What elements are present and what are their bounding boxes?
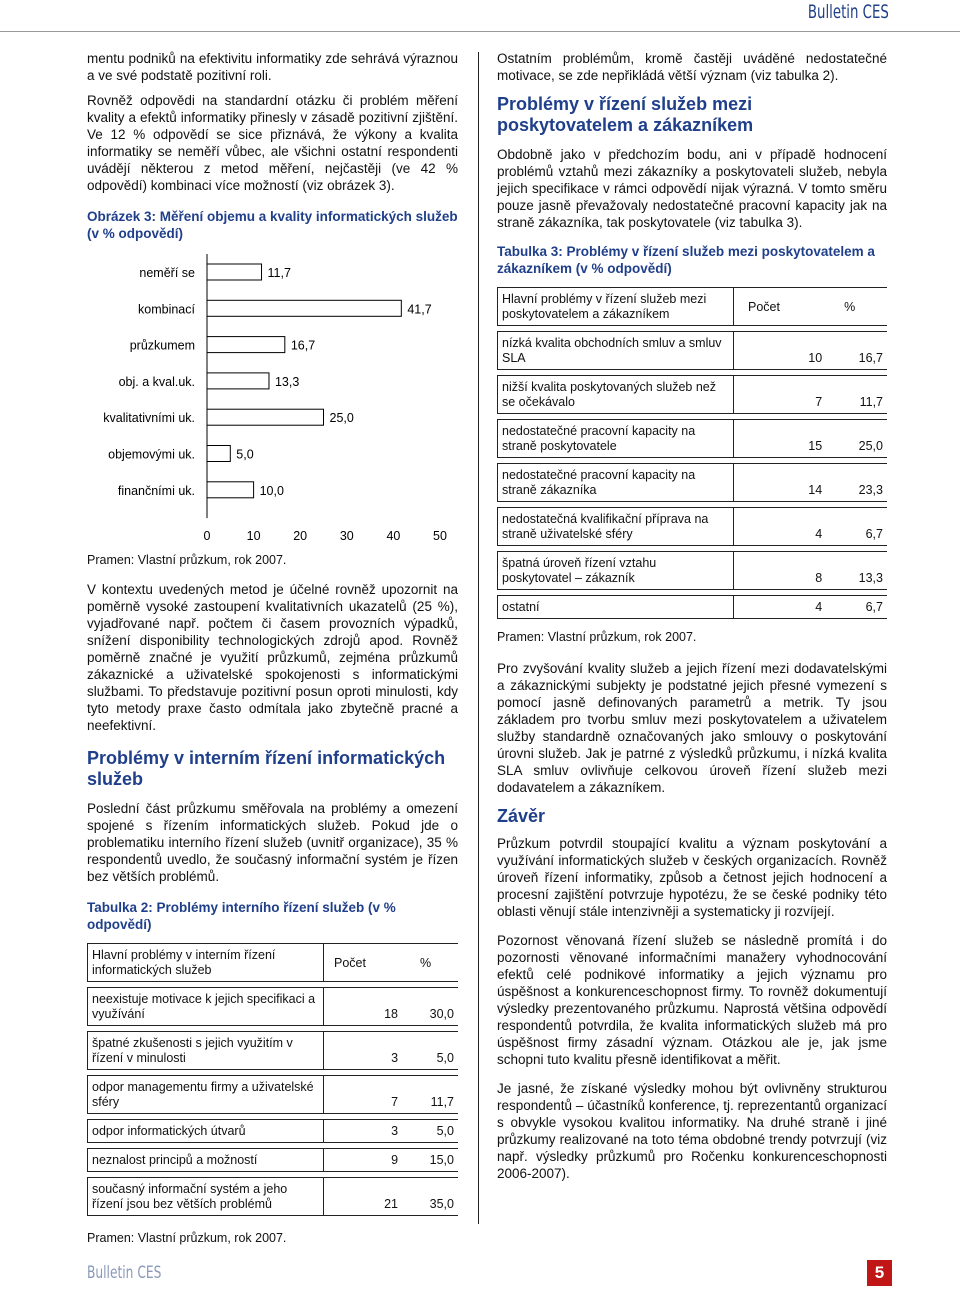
section-heading: Závěr: [497, 806, 546, 826]
chart-bar: [207, 300, 401, 316]
table-cell-percent: 16,7: [826, 332, 887, 370]
figure-caption: Obrázek 3: Měření objemu a kvality informatických služeb (v % odpovědí): [87, 209, 458, 241]
chart-x-tick-label: 0: [203, 529, 211, 544]
table-cell-label: odpor managementu firmy a uživatelské sféry: [88, 1076, 324, 1114]
chart-category-label: průzkumem: [129, 338, 195, 353]
section-heading: Problémy v řízení služeb mezi poskytovatelem a zákazníkem: [497, 94, 754, 135]
chart-data-label: 5,0: [236, 447, 254, 462]
table-cell-label: nižší kvalita poskytovaných služeb než se očekávalo: [498, 376, 734, 414]
table-header-row: [88, 944, 459, 982]
table-header-cell: Hlavní problémy v interním řízení informatických služeb: [88, 944, 324, 982]
table-header-cell: Počet: [734, 288, 827, 326]
table-cell-count: 3: [324, 1032, 403, 1070]
chart-category-label: neměří se: [139, 266, 195, 280]
table-cell-percent: 15,0: [402, 1149, 458, 1172]
page-footer: [0, 1255, 960, 1290]
chart-bar: [207, 373, 269, 389]
table-source: Pramen: Vlastní průzkum, rok 2007.: [87, 1231, 287, 1245]
table-header-cell: %: [826, 288, 887, 326]
table-cell-percent: 30,0: [402, 988, 458, 1026]
table-cell-percent: 23,3: [826, 464, 887, 502]
table-cell-label: špatné zkušenosti s jejich využitím v řízení v minulosti: [88, 1032, 324, 1070]
running-header: [0, 0, 960, 34]
table-row: [88, 1178, 459, 1216]
table-cell-percent: 11,7: [826, 376, 887, 414]
header-title: Bulletin CES: [807, 1, 889, 23]
chart-data-label: 10,0: [259, 483, 284, 498]
paragraph: Ostatním problémům, kromě častěji uváděné nedostatečné motivace, se zde nepřikládá větší význam (viz tabulka 2).: [497, 51, 887, 83]
chart-x-tick-label: 20: [293, 529, 308, 544]
table-row: [498, 552, 888, 590]
table-cell-label: špatná úroveň řízení vztahu poskytovatel – zákazník: [498, 552, 734, 590]
table-caption: Tabulka 2: Problémy interního řízení služeb (v % odpovědí): [87, 900, 396, 932]
table-cell-label: odpor informatických útvarů: [88, 1120, 324, 1143]
table-cell-label: ostatní: [498, 596, 734, 619]
table-cell-label: nedostatečné pracovní kapacity na straně zákazníka: [498, 464, 734, 502]
paragraph: Pro zvyšování kvality služeb a jejich řízení mezi dodavatelskými a zákaznickými subjekty je podstatné jejich přesné vymezení s pomocí jasně definovaných parametrů a metrik. Ty jsou základem pro tvorbu smluv mezi poskytovatelem a uživatelem služby standardně označovaných jako smlouvy o poskytování úrovni služeb. Jak je patrné z výsledků průzkumu, i nízká kvalita SLA smluv ovlivňuje celkovou úroveň řízení služeb mezi dodavatelem a zákazníkem.: [497, 661, 887, 795]
paragraph: Poslední část průzkumu směřovala na problémy a omezení spojené s řízením informatických služeb. Pokud jde o problematiku interního řízení služeb (uvnitř organizace), 35 % respondentů uvedlo, že současný informační systém je řízen bez větších problémů.: [87, 801, 458, 884]
table-cell-count: 21: [324, 1178, 403, 1216]
table-cell-percent: 11,7: [402, 1076, 458, 1114]
chart-category-label: kvalitativními uk.: [103, 411, 195, 426]
chart-bar: [207, 409, 324, 425]
table-cell-count: 7: [324, 1076, 403, 1114]
chart-data-label: 25,0: [329, 411, 354, 426]
header-rule: [0, 31, 960, 32]
bar-chart: [87, 250, 458, 550]
table-row: [498, 332, 888, 370]
table-cell-count: 8: [734, 552, 827, 590]
table-row: [498, 596, 888, 619]
table-header-cell: %: [402, 944, 458, 982]
column-divider: [478, 52, 479, 1224]
table-cell-percent: 5,0: [402, 1032, 458, 1070]
table-cell-count: 4: [734, 596, 827, 619]
table-cell-count: 14: [734, 464, 827, 502]
chart-bar: [207, 337, 285, 353]
table-cell-percent: 35,0: [402, 1178, 458, 1216]
table-cell-percent: 6,7: [826, 596, 887, 619]
table-row: [88, 1032, 459, 1070]
paragraph: Pozornost věnovaná řízení služeb se následně promítá i do pozornosti věnované informačními manažery vyhodnocování efektů celé podnikové informatiky a jejich významu pro úspěšnost a konkurenceschopnost firmy. To rovněž dokumentují výsledky prezentovaného průzkumu. Naprostá většina odpovědí respondentů potvrdila, že kvalita informatických služeb má pro úspěšnost firmy zásadní význam. Otázkou ale je, jak jsme schopni tuto kvalitu přesně identifikovat a měřit.: [497, 933, 887, 1067]
table-cell-percent: 6,7: [826, 508, 887, 546]
chart-bar: [207, 482, 254, 498]
chart-x-tick-label: 10: [246, 529, 261, 544]
table-2: [87, 943, 458, 1216]
page-number: 5: [867, 1260, 892, 1286]
figure-source: Pramen: Vlastní průzkum, rok 2007.: [87, 553, 287, 567]
table-cell-label: současný informační systém a jeho řízení jsou bez větších problémů: [88, 1178, 324, 1216]
table-cell-count: 15: [734, 420, 827, 458]
table-header-row: [498, 288, 888, 326]
table-cell-count: 10: [734, 332, 827, 370]
chart-data-label: 41,7: [407, 302, 432, 317]
table-cell-count: 18: [324, 988, 403, 1026]
table-header-cell: Počet: [324, 944, 403, 982]
table-header-cell: Hlavní problémy v řízení služeb mezi poskytovatelem a zákazníkem: [498, 288, 734, 326]
chart-data-label: 11,7: [267, 266, 291, 280]
chart-category-label: kombinací: [138, 302, 195, 317]
table-row: [498, 376, 888, 414]
paragraph: V kontextu uvedených metod je účelné rovněž upozornit na poměrně vysoké zastoupení kvalitativních ukazatelů (25 %), vyjadřované např. počtem či časem provozních výpadků, snížení disponibility technologických zdrojů apod. Rovněž poměrně značné je využití průzkumů, zejména průzkumů zákaznické a uživatelské spokojenosti s informatickými službami. To představuje pozitivní posun oproti minulosti, kdy tyto metody praxe často odmítala jako zbytečně pracné a neefektivní.: [87, 582, 458, 733]
chart-x-tick-label: 40: [386, 529, 401, 544]
table-3: [497, 287, 887, 619]
chart-category-label: finančními uk.: [117, 483, 195, 498]
footer-title: Bulletin CES: [87, 1263, 162, 1283]
table-row: [88, 988, 459, 1026]
table-caption: Tabulka 3: Problémy v řízení služeb mezi poskytovatelem a zákazníkem (v % odpovědí): [497, 244, 875, 276]
bar-chart-svg: [87, 250, 458, 550]
table-cell-label: nedostatečná kvalifikační příprava na straně uživatelské sféry: [498, 508, 734, 546]
chart-data-label: 13,3: [274, 374, 300, 389]
table-cell-label: nízká kvalita obchodních smluv a smluv SLA: [498, 332, 734, 370]
right-column: [497, 50, 887, 1190]
paragraph: Je jasné, že získané výsledky mohou být ovlivněny strukturou respondentů – účastníků konference, tj. reprezentantů organizací s obvykle vysokou kvalitou informatiky. Na druhé straně i jiné průzkumy realizované na toto téma obdobné trendy potvrzují (viz např. výsledky průzkumů pro Ročenku konkurenceschopnosti 2006-2007).: [497, 1081, 887, 1181]
table-cell-label: nedostatečné pracovní kapacity na straně poskytovatele: [498, 420, 734, 458]
table-cell-label: neexistuje motivace k jejich specifikaci a využívání: [88, 988, 324, 1026]
table-cell-percent: 13,3: [826, 552, 887, 590]
table-source: Pramen: Vlastní průzkum, rok 2007.: [497, 630, 697, 644]
paragraph: Rovněž odpovědi na standardní otázku či problém měření kvality a efektů informatiky přinesly v zásadě pozitivní zjištění. Ve 12 % odpovědí se sice přiznává, že výkony a kvalita informatiky se neměří vůbec, ale všichni ostatní respondenti uvádějí některou z metod měření, nejčastěji (ve 42 % odpovědí) kombinaci více možností (viz obrázek 3).: [87, 93, 458, 193]
table-cell-percent: 25,0: [826, 420, 887, 458]
chart-data-label: 16,7: [290, 338, 316, 353]
table-cell-count: 7: [734, 376, 827, 414]
chart-category-label: objemovými uk.: [108, 447, 195, 462]
chart-bar: [207, 264, 262, 280]
table-cell-count: 3: [324, 1120, 403, 1143]
chart-x-tick-label: 30: [339, 529, 354, 544]
table-row: [88, 1120, 459, 1143]
chart-category-label: obj. a kval.uk.: [118, 374, 195, 389]
left-column: [87, 50, 458, 1259]
chart-x-tick-label: 50: [433, 529, 447, 544]
paragraph: Průzkum potvrdil stoupající kvalitu a význam poskytování a využívání informatických služeb v českých organizacích. Rovněž úroveň řízení informatiky, způsob a četnost jejich hodnocení a procesní zajištění potvrzuje hypotézu, že se české podniky této oblasti věnují stále intenzivněji a systematicky ji rozvíjejí.: [497, 836, 887, 919]
table-row: [498, 420, 888, 458]
table-row: [498, 464, 888, 502]
table-cell-count: 4: [734, 508, 827, 546]
table-cell-count: 9: [324, 1149, 403, 1172]
section-heading: Problémy v interním řízení informatických služeb: [87, 748, 446, 789]
table-row: [498, 508, 888, 546]
table-row: [88, 1076, 459, 1114]
paragraph: mentu podniků na efektivitu informatiky zde sehrává výraznou a ve své podstatě pozitivní roli.: [87, 51, 458, 83]
table-row: [88, 1149, 459, 1172]
chart-bar: [207, 446, 230, 462]
table-cell-label: neznalost principů a možností: [88, 1149, 324, 1172]
paragraph: Obdobně jako v předchozím bodu, ani v případě hodnocení problémů vztahů mezi zákazníky a poskytovateli služeb, nebyla jejich specifikace v rámci odpovědí nijak výrazná. V tomto směru pouze jasně převažovaly nedostatečné pracovní kapacity jak na straně zákazníka, tak poskytovatele (viz tabulka 3).: [497, 147, 887, 230]
table-cell-percent: 5,0: [402, 1120, 458, 1143]
